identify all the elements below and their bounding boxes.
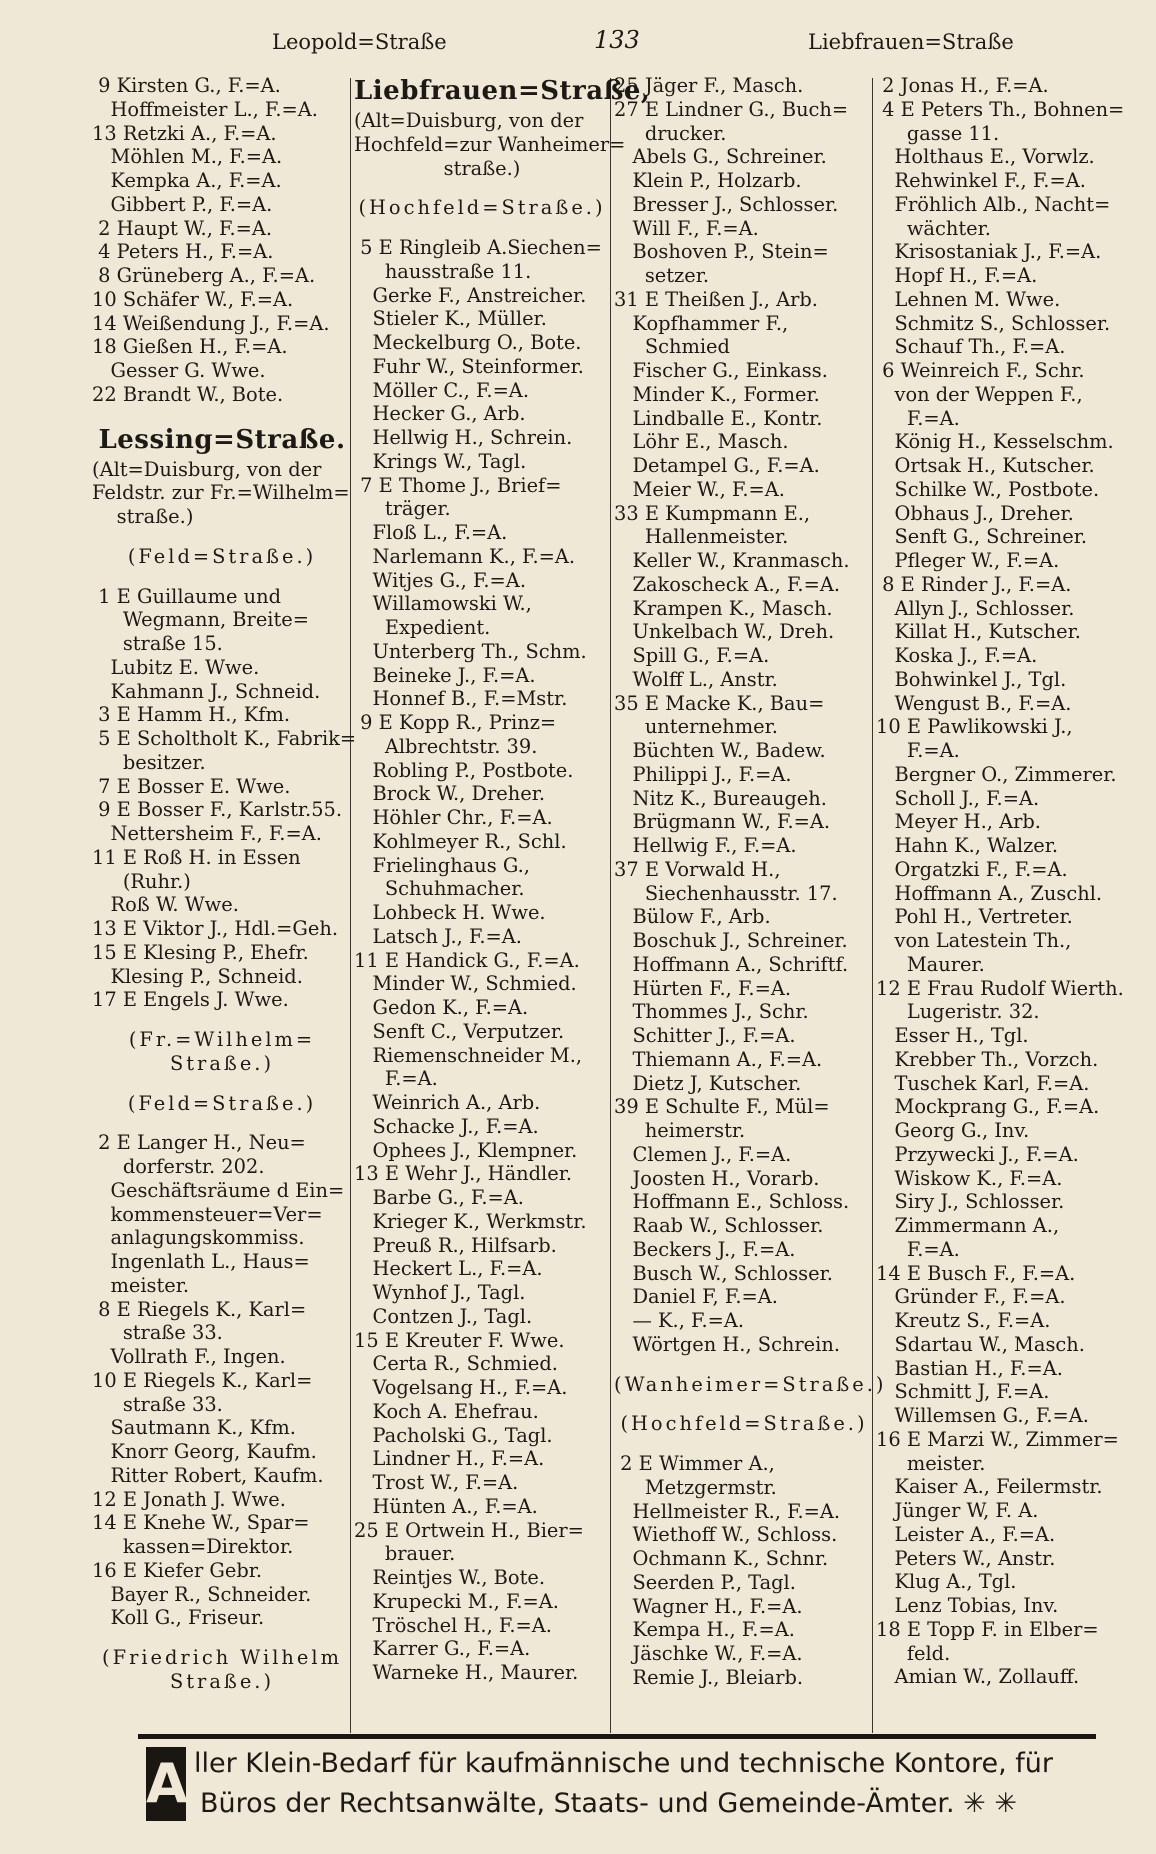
cross-street-label: (Wanheimer=Straße.) bbox=[614, 1372, 887, 1396]
directory-entry: brauer. bbox=[354, 1542, 456, 1566]
directory-entry: Hallenmeister. bbox=[614, 525, 789, 549]
directory-entry: Boshoven P., Stein= bbox=[614, 240, 829, 264]
directory-entry: Bastian H., F.=A. bbox=[876, 1356, 1063, 1380]
directory-entry: Hoffmann A., Schriftf. bbox=[614, 952, 849, 976]
directory-entry: Lugeristr. 32. bbox=[876, 1000, 1040, 1024]
directory-entry: Raab W., Schlosser. bbox=[614, 1214, 824, 1237]
directory-entry: Gibbert P., F.=A. bbox=[92, 192, 273, 216]
directory-entry: 18 E Topp F. in Elber= bbox=[876, 1617, 1099, 1641]
directory-entry: Allyn J., Schlosser. bbox=[876, 596, 1075, 620]
directory-entry: Büchten W., Badew. bbox=[614, 739, 826, 762]
directory-entry: 39 E Schulte F., Mül= bbox=[614, 1095, 830, 1119]
directory-entry: Karrer G., F.=A. bbox=[354, 1637, 531, 1661]
directory-entry: Hürten F., F.=A. bbox=[614, 976, 792, 1000]
directory-entry: 14 Weißendung J., F.=A. bbox=[92, 311, 330, 335]
directory-entry: Schauf Th., F.=A. bbox=[876, 335, 1066, 359]
directory-entry: Ritter Robert, Kaufm. bbox=[92, 1463, 324, 1487]
directory-entry: Jünger W, F. A. bbox=[876, 1499, 1039, 1522]
advertisement-initial: A bbox=[146, 1747, 186, 1821]
directory-entry: Kaiser A., Feilermstr. bbox=[876, 1475, 1103, 1499]
directory-entry: 22 Brandt W., Bote. bbox=[92, 382, 284, 406]
directory-entry: Senft G., Schreiner. bbox=[876, 525, 1088, 549]
directory-entry: Pacholski G., Tagl. bbox=[354, 1423, 553, 1447]
directory-entry: 11 E Handick G., F.=A. bbox=[354, 948, 580, 972]
header-right-street: Liebfrauen=Straße bbox=[808, 30, 1014, 54]
directory-entry: 9 Kirsten G., F.=A. bbox=[92, 74, 281, 97]
column-2 bbox=[354, 74, 651, 1685]
spacer bbox=[614, 1436, 874, 1452]
directory-entry: Schmitz S., Schlosser. bbox=[876, 311, 1111, 335]
directory-entry: straße 33. bbox=[92, 1392, 223, 1416]
directory-entry: Krampen K., Masch. bbox=[614, 596, 833, 620]
directory-entry: Jäschke W., F.=A. bbox=[614, 1642, 803, 1665]
directory-entry: Will F., F.=A. bbox=[614, 216, 759, 240]
directory-entry: Kempa H., F.=A. bbox=[614, 1618, 795, 1642]
directory-entry: feld. bbox=[876, 1641, 951, 1665]
directory-entry: Rehwinkel F., F.=A. bbox=[876, 169, 1086, 192]
directory-entry: Kreutz S., F.=A. bbox=[876, 1309, 1051, 1332]
directory-entry: Metzgermstr. bbox=[614, 1475, 777, 1499]
directory-entry: 13 E Viktor J., Hdl.=Geh. bbox=[92, 917, 338, 940]
spacer bbox=[92, 1630, 352, 1646]
directory-entry: 8 E Riegels K., Karl= bbox=[92, 1297, 307, 1321]
directory-entry: Pfleger W., F.=A. bbox=[876, 549, 1060, 572]
directory-entry: Frielinghaus G., bbox=[354, 853, 530, 877]
directory-entry: Vogelsang H., F.=A. bbox=[354, 1376, 568, 1399]
directory-entry: Remie J., Bleiarb. bbox=[614, 1665, 804, 1689]
directory-entry: Honnef B., F.=Mstr. bbox=[354, 687, 568, 711]
directory-entry: Lindballe E., Kontr. bbox=[614, 406, 823, 430]
directory-entry: Riemenschneider M., bbox=[354, 1043, 583, 1067]
directory-entry: König H., Kesselschm. bbox=[876, 430, 1114, 454]
directory-entry: Hoffmann E., Schloss. bbox=[614, 1190, 850, 1214]
directory-entry: 8 E Rinder J., F.=A. bbox=[876, 572, 1072, 596]
directory-entry: Wagner H., F.=A. bbox=[614, 1594, 803, 1618]
directory-entry: 35 E Macke K., Bau= bbox=[614, 691, 825, 715]
directory-entry: Schitter J., F.=A. bbox=[614, 1024, 796, 1047]
directory-entry: Beckers J., F.=A. bbox=[614, 1237, 796, 1261]
directory-entry: Lubitz E. Wwe. bbox=[92, 655, 260, 679]
directory-entry: 4 Peters H., F.=A. bbox=[92, 240, 274, 264]
spacer bbox=[92, 529, 352, 545]
directory-entry: Fuhr W., Steinformer. bbox=[354, 354, 584, 378]
directory-entry: Gedon K., F.=A. bbox=[354, 996, 529, 1019]
directory-entry: Nitz K., Bureaugeh. bbox=[614, 786, 827, 810]
directory-entry: Koska J., F.=A. bbox=[876, 644, 1038, 667]
directory-entry: Krupecki M., F.=A. bbox=[354, 1589, 559, 1613]
directory-entry: Narlemann K., F.=A. bbox=[354, 544, 576, 568]
directory-entry: straße 15. bbox=[92, 632, 223, 655]
directory-entry: Maurer. bbox=[876, 952, 985, 976]
directory-entry: Sautmann K., Kfm. bbox=[92, 1416, 296, 1440]
directory-entry: Meier W., F.=A. bbox=[614, 477, 785, 501]
directory-entry: Expedient. bbox=[354, 616, 491, 639]
cross-street-label: (Friedrich Wilhelm bbox=[102, 1646, 342, 1669]
directory-entry: setzer. bbox=[614, 264, 710, 287]
directory-entry: Brock W., Dreher. bbox=[354, 782, 546, 806]
directory-entry: 6 Weinreich F., Schr. bbox=[876, 359, 1085, 382]
directory-entry: Feldstr. zur Fr.=Wilhelm= bbox=[92, 481, 350, 505]
cross-street-label: (Fr.=Wilhelm= bbox=[128, 1028, 316, 1051]
directory-entry: 7 E Thome J., Brief= bbox=[354, 473, 562, 497]
directory-entry: Krings W., Tagl. bbox=[354, 449, 527, 473]
spacer bbox=[92, 407, 352, 423]
directory-entry: 1 E Guillaume und bbox=[92, 584, 282, 608]
directory-entry: Möhlen M., F.=A. bbox=[92, 145, 283, 169]
directory-entry: Meckelburg O., Bote. bbox=[354, 331, 582, 354]
directory-entry: 10 Schäfer W., F.=A. bbox=[92, 287, 294, 311]
directory-entry: straße.) bbox=[443, 156, 521, 180]
directory-entry: F.=A. bbox=[876, 1237, 960, 1261]
directory-entry: Tuschek Karl, F.=A. bbox=[876, 1071, 1090, 1095]
directory-entry: Holthaus E., Vorwlz. bbox=[876, 145, 1095, 169]
directory-entry: gasse 11. bbox=[876, 121, 1000, 145]
street-heading: Lessing=Straße. bbox=[98, 424, 346, 455]
advertisement-line-2: Büros der Rechtsanwälte, Staats- und Gemeinde-Ämter. ✳ ✳ bbox=[200, 1788, 1017, 1819]
directory-entry: 2 E Wimmer A., bbox=[614, 1452, 775, 1475]
directory-entry: Roß W. Wwe. bbox=[92, 893, 239, 917]
directory-entry: Scholl J., F.=A. bbox=[876, 786, 1040, 810]
directory-entry: Tröschel H., F.=A. bbox=[354, 1613, 552, 1637]
directory-entry: Vollrath F., Ingen. bbox=[92, 1345, 286, 1368]
directory-entry: meister. bbox=[876, 1451, 986, 1475]
directory-entry: 12 E Jonath J. Wwe. bbox=[92, 1487, 286, 1511]
directory-entry: 15 E Kreuter F. Wwe. bbox=[354, 1328, 565, 1352]
directory-entry: meister. bbox=[92, 1273, 190, 1297]
directory-entry: Reintjes W., Bote. bbox=[354, 1566, 546, 1589]
directory-entry: Lindner H., F.=A. bbox=[354, 1447, 545, 1471]
directory-entry: heimerstr. bbox=[614, 1119, 746, 1142]
cross-street-label: Straße.) bbox=[169, 1051, 275, 1075]
directory-entry: Peters W., Anstr. bbox=[876, 1546, 1056, 1570]
header-left-street: Leopold=Straße bbox=[272, 30, 447, 54]
directory-entry: Hellwig H., Schrein. bbox=[354, 426, 573, 449]
directory-entry: 37 E Vorwald H., bbox=[614, 857, 781, 881]
directory-entry: Wolff L., Anstr. bbox=[614, 667, 778, 691]
directory-entry: 9 E Bosser F., Karlstr.55. bbox=[92, 798, 343, 822]
directory-entry: Schilke W., Postbote. bbox=[876, 477, 1100, 501]
directory-entry: Kahmann J., Schneid. bbox=[92, 679, 321, 703]
directory-entry: Preuß R., Hilfsarb. bbox=[354, 1233, 557, 1257]
directory-entry: Fröhlich Alb., Nacht= bbox=[876, 192, 1111, 216]
directory-entry: Kempka A., F.=A. bbox=[92, 169, 282, 192]
directory-entry: Wegmann, Breite= bbox=[92, 608, 310, 632]
directory-entry: Gründer F., F.=A. bbox=[876, 1285, 1066, 1309]
directory-entry: F.=A. bbox=[876, 739, 960, 762]
directory-entry: wächter. bbox=[876, 216, 991, 240]
directory-entry: Minder K., Former. bbox=[614, 382, 820, 406]
directory-entry: Esser H., Tgl. bbox=[876, 1024, 1029, 1047]
advertisement-line-1: ller Klein-Bedarf für kaufmännische und technische Kontore, für bbox=[194, 1748, 1053, 1779]
column-3 bbox=[614, 74, 887, 1690]
directory-entry: Gesser G. Wwe. bbox=[92, 359, 266, 382]
cross-street-label: (Hochfeld=Straße.) bbox=[358, 196, 606, 220]
directory-entry: Klein P., Holzarb. bbox=[614, 169, 802, 192]
directory-entry: Siechenhausstr. 17. bbox=[614, 881, 838, 905]
directory-entry: Bayer R., Schneider. bbox=[92, 1582, 312, 1606]
directory-entry: Dietz J, Kutscher. bbox=[614, 1071, 802, 1095]
page-number: 133 bbox=[594, 26, 640, 54]
directory-entry: (Ruhr.) bbox=[92, 869, 191, 893]
directory-entry: Hünten A., F.=A. bbox=[354, 1494, 538, 1518]
directory-entry: Hoffmann A., Zuschl. bbox=[876, 881, 1103, 905]
directory-entry: kassen=Direktor. bbox=[92, 1535, 294, 1558]
directory-entry: 7 E Bosser E. Wwe. bbox=[92, 774, 291, 798]
directory-entry: Hellmeister R., F.=A. bbox=[614, 1499, 841, 1523]
directory-entry: Ophees J., Klempner. bbox=[354, 1138, 578, 1162]
directory-entry: Brügmann W., F.=A. bbox=[614, 810, 831, 834]
directory-entry: Barbe G., F.=A. bbox=[354, 1186, 524, 1209]
directory-entry: Hellwig F., F.=A. bbox=[614, 834, 797, 857]
directory-entry: Kopfhammer F., bbox=[614, 311, 789, 335]
cross-street-label: (Feld=Straße.) bbox=[127, 1091, 317, 1115]
directory-entry: Floß L., F.=A. bbox=[354, 521, 508, 544]
directory-entry: Wiethoff W., Schloss. bbox=[614, 1523, 838, 1547]
directory-entry: von der Weppen F., bbox=[876, 382, 1083, 406]
directory-entry: Unkelbach W., Dreh. bbox=[614, 620, 835, 644]
directory-entry: Leister A., F.=A. bbox=[876, 1522, 1056, 1546]
directory-entry: drucker. bbox=[614, 121, 727, 145]
directory-entry: 17 E Engels J. Wwe. bbox=[92, 988, 289, 1012]
directory-entry: Hecker G., Arb. bbox=[354, 402, 526, 426]
directory-entry: Stieler K., Müller. bbox=[354, 307, 547, 331]
directory-entry: (Alt=Duisburg, von der bbox=[92, 457, 322, 481]
directory-entry: 11 E Roß H. in Essen bbox=[92, 845, 301, 869]
directory-entry: Hoffmeister L., F.=A. bbox=[92, 97, 318, 121]
directory-entry: Keller W., Kranmasch. bbox=[614, 549, 850, 572]
directory-entry: Warneke H., Maurer. bbox=[354, 1661, 579, 1684]
directory-entry: hausstraße 11. bbox=[354, 259, 532, 283]
directory-entry: Schacke J., F.=A. bbox=[354, 1114, 539, 1138]
directory-entry: unternehmer. bbox=[614, 715, 778, 739]
directory-entry: Löhr E., Masch. bbox=[614, 430, 789, 454]
directory-entry: Ortsak H., Kutscher. bbox=[876, 454, 1095, 477]
directory-entry: Daniel F, F.=A. bbox=[614, 1285, 778, 1309]
directory-entry: 10 E Riegels K., Karl= bbox=[92, 1368, 313, 1392]
directory-entry: Orgatzki F., F.=A. bbox=[876, 857, 1068, 881]
directory-entry: 25 Jäger F., Masch. bbox=[614, 74, 804, 97]
directory-entry: Heckert L., F.=A. bbox=[354, 1257, 543, 1281]
directory-entry: Koll G., Friseur. bbox=[92, 1606, 265, 1630]
directory-entry: 31 E Theißen J., Arb. bbox=[614, 287, 818, 311]
directory-entry: Weinrich A., Arb. bbox=[354, 1091, 541, 1114]
directory-entry: 18 Gießen H., F.=A. bbox=[92, 335, 288, 359]
directory-entry: 15 E Klesing P., Ehefr. bbox=[92, 940, 309, 964]
directory-entry: Bülow F., Arb. bbox=[614, 905, 771, 929]
spacer bbox=[354, 180, 610, 196]
directory-entry: Willamowski W., bbox=[354, 592, 532, 616]
directory-entry: Klesing P., Schneid. bbox=[92, 964, 303, 988]
directory-entry: Lenz Tobias, Inv. bbox=[876, 1594, 1059, 1617]
spacer bbox=[92, 1115, 352, 1131]
directory-entry: Wiskow K., F.=A. bbox=[876, 1166, 1063, 1190]
directory-entry: Bresser J., Schlosser. bbox=[614, 192, 839, 216]
directory-entry: 25 E Ortwein H., Bier= bbox=[354, 1518, 584, 1542]
directory-entry: F.=A. bbox=[354, 1067, 438, 1091]
directory-entry: Abels G., Schreiner. bbox=[614, 145, 827, 169]
advertisement-rule bbox=[138, 1734, 1096, 1739]
directory-entry: F.=A. bbox=[876, 406, 960, 430]
directory-entry: Schuhmacher. bbox=[354, 877, 525, 901]
directory-entry: Beineke J., F.=A. bbox=[354, 663, 536, 687]
directory-entry: Latsch J., F.=A. bbox=[354, 924, 522, 948]
directory-entry: Willemsen G., F.=A. bbox=[876, 1404, 1089, 1427]
directory-entry: Boschuk J., Schreiner. bbox=[614, 929, 848, 952]
directory-entry: Detampel G., F.=A. bbox=[614, 454, 820, 477]
directory-entry: 13 Retzki A., F.=A. bbox=[92, 121, 277, 145]
directory-entry: Pohl H., Vertreter. bbox=[876, 905, 1073, 929]
directory-entry: 2 Haupt W., F.=A. bbox=[92, 216, 273, 240]
cross-street-label: (Feld=Straße.) bbox=[127, 544, 317, 568]
directory-entry: 9 E Kopp R., Prinz= bbox=[354, 711, 557, 734]
directory-entry: Unterberg Th., Schm. bbox=[354, 639, 587, 663]
directory-entry: Wörtgen H., Schrein. bbox=[614, 1332, 841, 1356]
directory-entry: Schmitt J, F.=A. bbox=[876, 1380, 1050, 1404]
spacer bbox=[92, 1076, 352, 1092]
spacer bbox=[92, 569, 352, 585]
directory-entry: 2 E Langer H., Neu= bbox=[92, 1131, 306, 1155]
advertisement-banner bbox=[138, 1734, 1098, 1844]
directory-entry: 13 E Wehr J., Händler. bbox=[354, 1162, 573, 1186]
directory-entry: Minder W., Schmied. bbox=[354, 972, 577, 996]
directory-entry: Albrechtstr. 39. bbox=[354, 734, 538, 758]
directory-entry: Hopf H., F.=A. bbox=[876, 264, 1038, 287]
directory-entry: 4 E Peters Th., Bohnen= bbox=[876, 97, 1125, 121]
directory-entry: Spill G., F.=A. bbox=[614, 644, 770, 667]
column-divider bbox=[610, 78, 611, 1733]
directory-entry: Zakoscheck A., F.=A. bbox=[614, 572, 841, 596]
directory-entry: Sdartau W., Masch. bbox=[876, 1332, 1085, 1356]
directory-entry: Mockprang G., F.=A. bbox=[876, 1095, 1100, 1119]
directory-entry: Siry J., Schlosser. bbox=[876, 1190, 1065, 1214]
directory-entry: 14 E Busch F., F.=A. bbox=[876, 1261, 1076, 1285]
directory-entry: — K., F.=A. bbox=[614, 1309, 745, 1332]
directory-entry: Hahn K., Walzer. bbox=[876, 834, 1059, 857]
directory-entry: Möller C., F.=A. bbox=[354, 378, 529, 402]
directory-entry: (Alt=Duisburg, von der bbox=[354, 109, 584, 132]
directory-entry: Robling P., Postbote. bbox=[354, 758, 574, 782]
directory-entry: straße.) bbox=[92, 505, 194, 528]
directory-entry: Geschäftsräume d Ein= bbox=[92, 1178, 345, 1202]
directory-entry: träger. bbox=[354, 497, 451, 521]
directory-entry: Hochfeld=zur Wanheimer= bbox=[354, 132, 626, 156]
directory-entry: Kohlmeyer R., Schl. bbox=[354, 829, 567, 853]
directory-entry: besitzer. bbox=[92, 750, 206, 774]
directory-entry: Nettersheim F., F.=A. bbox=[92, 822, 322, 845]
directory-entry: 33 E Kumpmann E., bbox=[614, 501, 811, 525]
directory-entry: Przywecki J., F.=A. bbox=[876, 1142, 1079, 1166]
directory-entry: 27 E Lindner G., Buch= bbox=[614, 97, 849, 121]
directory-entry: Gerke F., Anstreicher. bbox=[354, 283, 587, 307]
directory-entry: Meyer H., Arb. bbox=[876, 810, 1041, 834]
directory-entry: 8 Grüneberg A., F.=A. bbox=[92, 264, 316, 287]
directory-entry: Senft C., Verputzer. bbox=[354, 1019, 565, 1043]
cross-street-label: (Hochfeld=Straße.) bbox=[620, 1412, 868, 1436]
directory-entry: Klug A., Tgl. bbox=[876, 1570, 1017, 1594]
directory-entry: Schmied bbox=[614, 335, 730, 359]
directory-entry: 3 E Hamm H., Kfm. bbox=[92, 703, 291, 727]
directory-entry: straße 33. bbox=[92, 1321, 223, 1345]
spacer bbox=[354, 220, 610, 236]
directory-entry: Bergner O., Zimmerer. bbox=[876, 762, 1117, 786]
directory-entry: dorferstr. 202. bbox=[92, 1155, 265, 1178]
column-1 bbox=[92, 74, 357, 1694]
directory-entry: kommensteuer=Ver= bbox=[92, 1202, 323, 1226]
directory-entry: Thiemann A., F.=A. bbox=[614, 1047, 823, 1071]
directory-entry: 5 E Scholtholt K., Fabrik= bbox=[92, 727, 357, 750]
directory-entry: Bohwinkel J., Tgl. bbox=[876, 667, 1067, 691]
directory-entry: anlagungskommiss. bbox=[92, 1226, 305, 1250]
spacer bbox=[614, 1357, 874, 1373]
directory-entry: Certa R., Schmied. bbox=[354, 1352, 558, 1376]
directory-entry: Obhaus J., Dreher. bbox=[876, 501, 1074, 525]
directory-entry: Thommes J., Schr. bbox=[614, 1000, 809, 1024]
directory-entry: Lehnen M. Wwe. bbox=[876, 287, 1061, 311]
directory-entry: Koch A. Ehefrau. bbox=[354, 1399, 539, 1423]
directory-entry: Wynhof J., Tagl. bbox=[354, 1281, 526, 1304]
directory-entry: Ingenlath L., Haus= bbox=[92, 1250, 310, 1273]
directory-entry: Busch W., Schlosser. bbox=[614, 1261, 833, 1285]
spacer bbox=[614, 1396, 874, 1412]
directory-entry: Wengust B., F.=A. bbox=[876, 691, 1072, 715]
directory-entry: Lohbeck H. Wwe. bbox=[354, 901, 546, 924]
directory-entry: Krebber Th., Vorzch. bbox=[876, 1047, 1099, 1071]
directory-entry: 2 Jonas H., F.=A. bbox=[876, 74, 1049, 97]
directory-entry: 16 E Marzi W., Zimmer= bbox=[876, 1427, 1119, 1451]
directory-entry: von Latestein Th., bbox=[876, 929, 1072, 952]
directory-entry: Krisostaniak J., F.=A. bbox=[876, 240, 1102, 264]
directory-entry: Zimmermann A., bbox=[876, 1214, 1060, 1237]
directory-entry: Amian W., Zollauff. bbox=[876, 1665, 1080, 1689]
directory-entry: Trost W., F.=A. bbox=[354, 1471, 519, 1494]
directory-entry: 14 E Knehe W., Spar= bbox=[92, 1511, 310, 1535]
directory-entry: Krieger K., Werkmstr. bbox=[354, 1209, 587, 1233]
spacer bbox=[92, 1012, 352, 1028]
directory-entry: Joosten H., Vorarb. bbox=[614, 1166, 820, 1190]
directory-entry: 5 E Ringleib A.Siechen= bbox=[354, 236, 602, 259]
directory-entry: Killat H., Kutscher. bbox=[876, 620, 1081, 644]
directory-entry: Contzen J., Tagl. bbox=[354, 1304, 533, 1328]
directory-entry: Ochmann K., Schnr. bbox=[614, 1547, 829, 1570]
directory-entry: Clemen J., F.=A. bbox=[614, 1142, 792, 1166]
directory-entry: Seerden P., Tagl. bbox=[614, 1570, 796, 1594]
directory-entry: 12 E Frau Rudolf Wierth. bbox=[876, 976, 1124, 1000]
column-4 bbox=[876, 74, 1138, 1689]
cross-street-label: Straße.) bbox=[169, 1669, 275, 1693]
street-heading: Liebfrauen=Straße, bbox=[354, 76, 651, 106]
directory-entry: Fischer G., Einkass. bbox=[614, 359, 828, 382]
directory-entry: Philippi J., F.=A. bbox=[614, 762, 792, 786]
directory-entry: Witjes G., F.=A. bbox=[354, 568, 526, 592]
page-header bbox=[0, 26, 1156, 66]
directory-entry: 16 E Kiefer Gebr. bbox=[92, 1558, 263, 1582]
directory-entry: Georg G., Inv. bbox=[876, 1119, 1030, 1142]
directory-entry: Knorr Georg, Kaufm. bbox=[92, 1440, 317, 1463]
directory-entry: Höhler Chr., F.=A. bbox=[354, 806, 553, 829]
directory-entry: 10 E Pawlikowski J., bbox=[876, 715, 1073, 739]
